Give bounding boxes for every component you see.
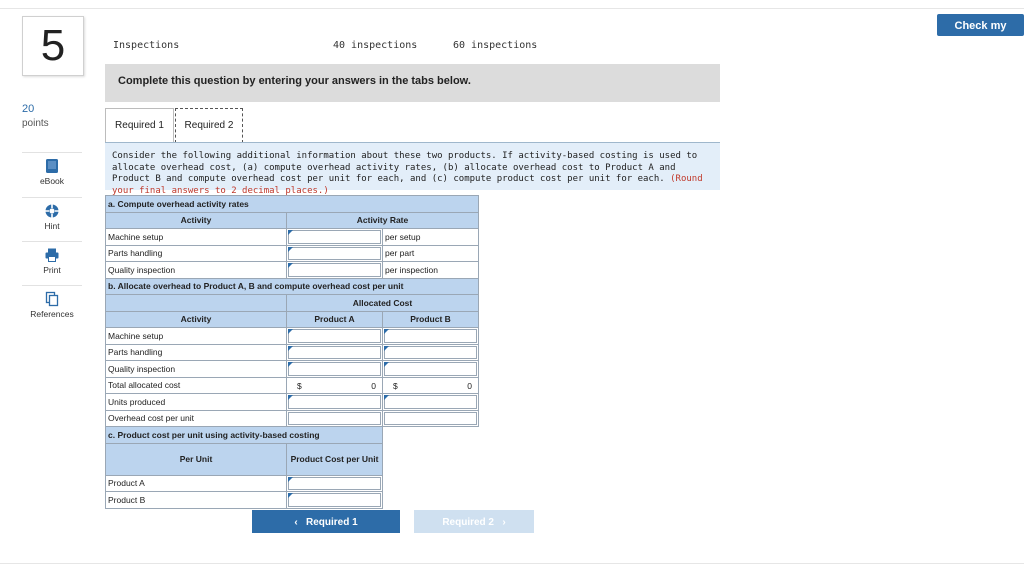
units-produced-b-input[interactable] <box>383 394 479 411</box>
rate-machine-setup-input[interactable] <box>287 229 383 246</box>
total-allocated-b <box>383 377 479 394</box>
b-col-activity: Activity <box>106 311 287 328</box>
answer-table <box>105 195 479 509</box>
ebook-label: eBook <box>39 176 65 186</box>
b-col-product-b: Product B <box>383 311 479 328</box>
entry-marker-icon <box>288 247 293 252</box>
prev-required-1-button[interactable] <box>252 510 400 533</box>
entry-marker-icon <box>384 395 389 400</box>
check-my-work-button[interactable]: Check my work <box>937 14 1024 36</box>
next-label: Required 2 <box>442 517 494 528</box>
rounding-note: (Round your final answers to 2 decimal places.) <box>112 174 703 196</box>
section-a-title: a. Compute overhead activity rates <box>106 196 479 213</box>
section-c-spacer <box>383 427 479 444</box>
overhead-per-unit-b-input[interactable] <box>383 410 479 427</box>
bottom-divider <box>0 563 1024 564</box>
c-spacer <box>383 492 479 509</box>
references-label: References <box>30 309 74 319</box>
a-row-label: Machine setup <box>106 229 287 246</box>
printer-icon <box>44 247 60 263</box>
currency-symbol: $ <box>393 380 398 391</box>
c-col-per-unit: Per Unit <box>106 443 287 475</box>
entry-marker-icon <box>384 362 389 367</box>
b-allocated-cost-header: Allocated Cost <box>287 295 479 312</box>
hint-label: Hint <box>44 221 60 231</box>
c-row-label: Product B <box>106 492 287 509</box>
question-number: 5 <box>22 16 84 76</box>
entry-marker-icon <box>384 346 389 351</box>
total-b-value: 0 <box>467 380 472 391</box>
lifebuoy-icon <box>44 203 60 219</box>
a-row-unit: per inspection <box>383 262 479 279</box>
a-row-label: Quality inspection <box>106 262 287 279</box>
entry-marker-icon <box>288 395 293 400</box>
alloc-quality-inspection-b-input[interactable] <box>383 361 479 378</box>
alloc-parts-handling-a-input[interactable] <box>287 344 383 361</box>
product-b-cost-per-unit-input[interactable] <box>287 492 383 509</box>
a-row-unit: per part <box>383 245 479 262</box>
overhead-per-unit-a-input[interactable] <box>287 410 383 427</box>
b-blank-header <box>106 295 287 312</box>
references-button[interactable] <box>22 285 82 326</box>
c-spacer <box>383 443 479 475</box>
banner-text: Complete this question by entering your answers in the tabs below. <box>118 75 471 87</box>
ebook-button[interactable] <box>22 152 82 193</box>
alloc-quality-inspection-a-input[interactable] <box>287 361 383 378</box>
b-row-label: Parts handling <box>106 344 287 361</box>
chevron-left-icon: ‹ <box>294 517 298 528</box>
product-a-cost-per-unit-input[interactable] <box>287 475 383 492</box>
total-allocated-a <box>287 377 383 394</box>
entry-marker-icon <box>288 346 293 351</box>
a-row-unit: per setup <box>383 229 479 246</box>
question-instructions <box>105 143 720 196</box>
entry-marker-icon <box>288 362 293 367</box>
points-label: points <box>22 118 49 129</box>
tab-required-2[interactable]: Required 2 <box>175 108 243 143</box>
book-icon <box>44 158 60 174</box>
chevron-right-icon: › <box>502 517 506 528</box>
total-a-value: 0 <box>371 380 376 391</box>
points-value: 20 <box>22 103 35 115</box>
entry-marker-icon <box>288 263 293 268</box>
prev-label: Required 1 <box>306 517 358 528</box>
alloc-parts-handling-b-input[interactable] <box>383 344 479 361</box>
c-col-product-cost: Product Cost per Unit <box>287 443 383 475</box>
b-row-label: Machine setup <box>106 328 287 345</box>
a-col-activity-rate: Activity Rate <box>287 212 479 229</box>
instructions-text: Consider the following additional information about these two products. If activity-based costing is used to allocate overhead cost, (a) compute overhead activity rates, (b) allocate overhead cost to Product A and Product B and compute overhead cost per unit for each, and (c) compute product cost per unit for each. <box>112 151 698 184</box>
overhead-per-unit-label: Overhead cost per unit <box>106 410 287 427</box>
entry-marker-icon <box>288 329 293 334</box>
next-required-2-button[interactable] <box>414 510 534 533</box>
a-col-activity: Activity <box>106 212 287 229</box>
cutoff-text-60: 60 inspections <box>453 40 538 51</box>
cutoff-text-inspections: Inspections <box>113 40 180 51</box>
entry-marker-icon <box>288 493 293 498</box>
a-row-label: Parts handling <box>106 245 287 262</box>
alloc-machine-setup-b-input[interactable] <box>383 328 479 345</box>
rate-quality-inspection-input[interactable] <box>287 262 383 279</box>
top-divider <box>0 8 1024 9</box>
currency-symbol: $ <box>297 380 302 391</box>
alloc-machine-setup-a-input[interactable] <box>287 328 383 345</box>
tab-required-1[interactable]: Required 1 <box>105 108 174 143</box>
print-button[interactable] <box>22 241 82 282</box>
total-allocated-label: Total allocated cost <box>106 377 287 394</box>
documents-icon <box>44 291 60 307</box>
b-col-product-a: Product A <box>287 311 383 328</box>
print-label: Print <box>43 265 61 275</box>
cutoff-text-40: 40 inspections <box>333 40 418 51</box>
hint-button[interactable] <box>22 197 82 238</box>
entry-marker-icon <box>288 230 293 235</box>
section-b-title: b. Allocate overhead to Product A, B and compute overhead cost per unit <box>106 278 479 295</box>
units-produced-a-input[interactable] <box>287 394 383 411</box>
section-c-title: c. Product cost per unit using activity-based costing <box>106 427 383 444</box>
instruction-banner <box>105 64 720 102</box>
c-row-label: Product A <box>106 475 287 492</box>
c-spacer <box>383 475 479 492</box>
units-produced-label: Units produced <box>106 394 287 411</box>
rate-parts-handling-input[interactable] <box>287 245 383 262</box>
b-row-label: Quality inspection <box>106 361 287 378</box>
entry-marker-icon <box>384 329 389 334</box>
entry-marker-icon <box>288 477 293 482</box>
